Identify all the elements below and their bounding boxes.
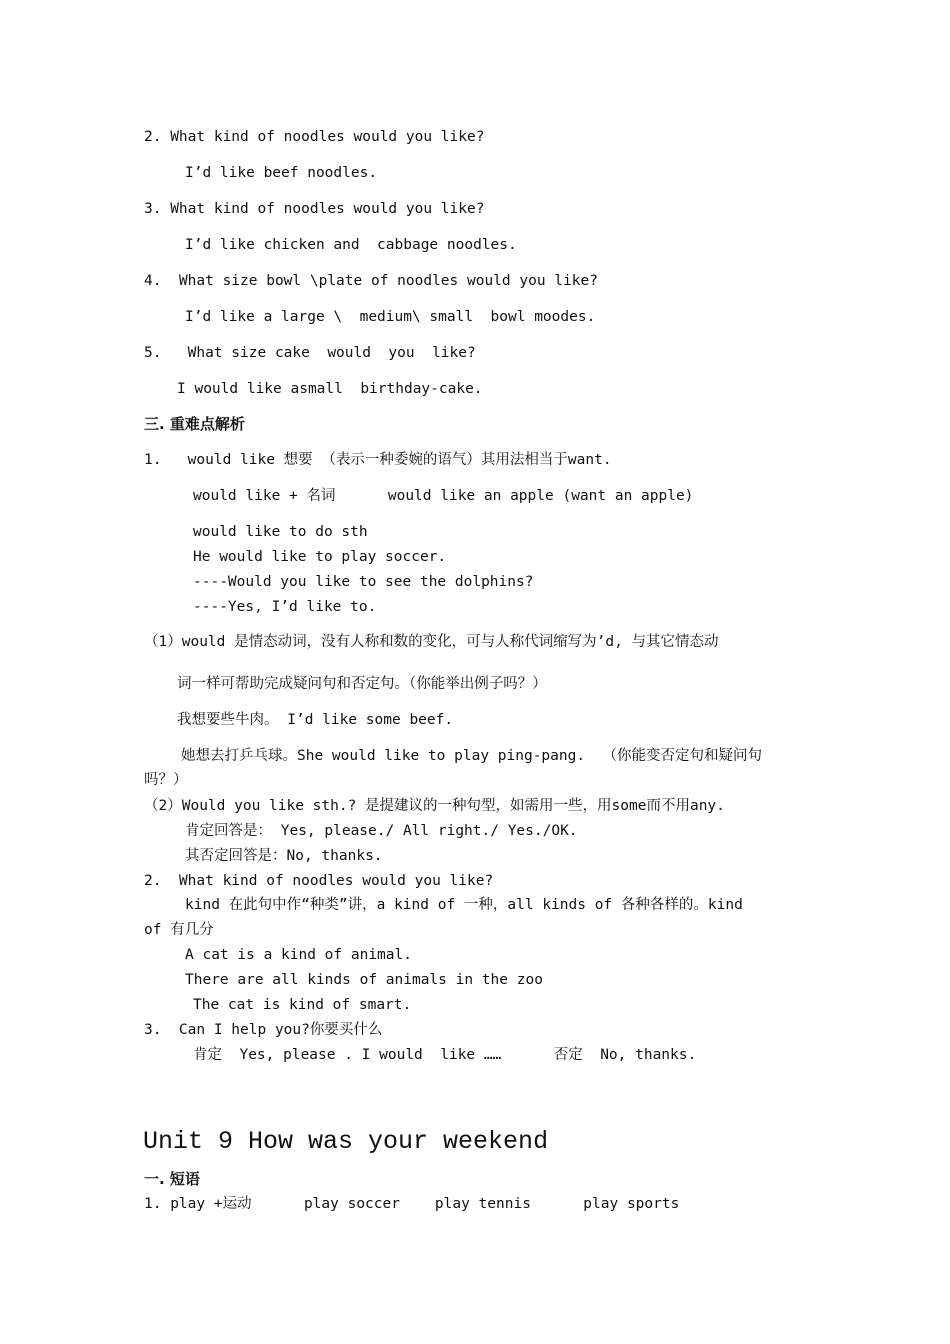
text-line: There are all kinds of animals in the zoo	[185, 972, 543, 988]
text-line: He would like to play soccer.	[193, 549, 447, 565]
text-line: ----Yes, I’d like to.	[193, 599, 377, 615]
text-line: 1. would like 想要 （表示一种委婉的语气）其用法相当于want.	[144, 452, 612, 468]
text-line: The cat is kind of smart.	[193, 997, 412, 1013]
text-line: I’d like a large \ medium\ small bowl moodes.	[185, 309, 596, 325]
text-line: 吗？）	[144, 772, 188, 788]
text-line: （1）would 是情态动词，没有人称和数的变化，可与人称代词缩写为’d, 与其它情态动	[144, 634, 719, 650]
text-line: （2）Would you like sth.? 是提建议的一种句型，如需用一些，用some而不用any.	[144, 798, 725, 814]
text-line: 肯定回答是： Yes, please./ All right./ Yes./OK.	[185, 823, 578, 839]
text-line: I would like asmall birthday-cake.	[177, 381, 483, 397]
text-line: of 有几分	[144, 922, 214, 938]
text-line: would like + 名词 would like an apple (want an apple)	[193, 488, 694, 504]
text-line: 1. play +运动 play soccer play tennis play sports	[144, 1196, 680, 1212]
text-line: I’d like beef noodles.	[185, 165, 378, 181]
text-line: kind 在此句中作“种类”讲，a kind of 一种，all kinds of 各种各样的。kind	[185, 897, 743, 913]
text-line: 我想要些牛肉。 I’d like some beef.	[177, 712, 454, 728]
section-heading: 一. 短语	[144, 1170, 200, 1188]
text-line: 词一样可帮助完成疑问句和否定句。（你能举出例子吗？）	[177, 676, 547, 692]
text-line: 2. What kind of noodles would you like?	[144, 129, 485, 145]
text-line: ----Would you like to see the dolphins?	[193, 574, 534, 590]
text-line: 3. What kind of noodles would you like?	[144, 201, 485, 217]
text-line: 其否定回答是：No, thanks.	[185, 848, 383, 864]
unit-title: Unit 9 How was your weekend	[143, 1127, 549, 1156]
text-line: 5. What size cake would you like?	[144, 345, 476, 361]
text-line: would like to do sth	[193, 524, 368, 540]
text-line: A cat is a kind of animal.	[185, 947, 412, 963]
text-line: 3. Can I help you?你要买什么	[144, 1022, 383, 1038]
text-line: 4. What size bowl \plate of noodles would you like?	[144, 273, 598, 289]
text-line: 2. What kind of noodles would you like?	[144, 873, 494, 889]
text-line: 她想去打乒乓球。She would like to play ping-pang. （你能变否定句和疑问句	[181, 748, 763, 764]
text-line: 肯定 Yes, please . I would like …… 否定 No, thanks.	[193, 1047, 697, 1063]
text-line: I’d like chicken and cabbage noodles.	[185, 237, 517, 253]
section-heading: 三. 重难点解析	[144, 415, 245, 433]
